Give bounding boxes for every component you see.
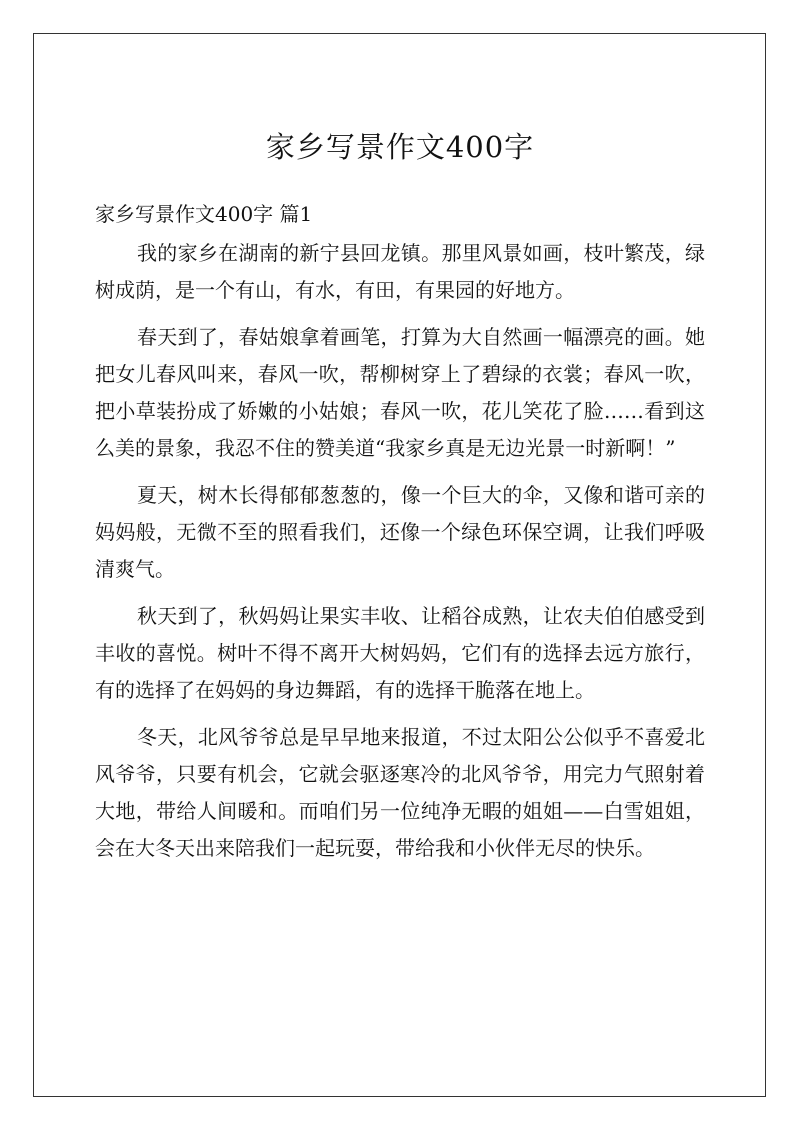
paragraph-summer: 夏天，树木长得郁郁葱葱的，像一个巨大的伞，又像和谐可亲的妈妈般，无微不至的照看我们，还像一个绿色环保空调，让我们呼吸清爽气。 [95, 483, 705, 581]
document-body [95, 235, 705, 877]
document-title: 家乡写景作文400字 [265, 130, 535, 164]
section-heading: 家乡写景作文400字 篇1 [95, 202, 313, 226]
paragraph-winter: 冬天，北风爷爷总是早早地来报道，不过太阳公公似乎不喜爱北风爷爷，只要有机会，它就会驱逐寒冷的北风爷爷，用完力气照射着大地，带给人间暖和。而咱们另一位纯净无暇的姐姐——白雪姐姐，会在大冬天出来陪我们一起玩耍，带给我和小伙伴无尽的快乐。 [95, 725, 705, 860]
paragraph-spring: 春天到了，春姑娘拿着画笔，打算为大自然画一幅漂亮的画。她把女儿春风叫来，春风一吹，帮柳树穿上了碧绿的衣裳；春风一吹，把小草装扮成了娇嫩的小姑娘；春风一吹，花儿笑花了脸……看到这么美的景象，我忍不住的赞美道“我家乡真是无边光景一时新啊！” [95, 325, 705, 460]
paragraph-intro: 我的家乡在湖南的新宁县回龙镇。那里风景如画，枝叶繁茂，绿树成荫，是一个有山，有水，有田，有果园的好地方。 [95, 241, 705, 302]
paragraph-autumn: 秋天到了，秋妈妈让果实丰收、让稻谷成熟，让农夫伯伯感受到丰收的喜悦。树叶不得不离开大树妈妈，它们有的选择去远方旅行，有的选择了在妈妈的身边舞蹈，有的选择干脆落在地上。 [95, 604, 705, 702]
